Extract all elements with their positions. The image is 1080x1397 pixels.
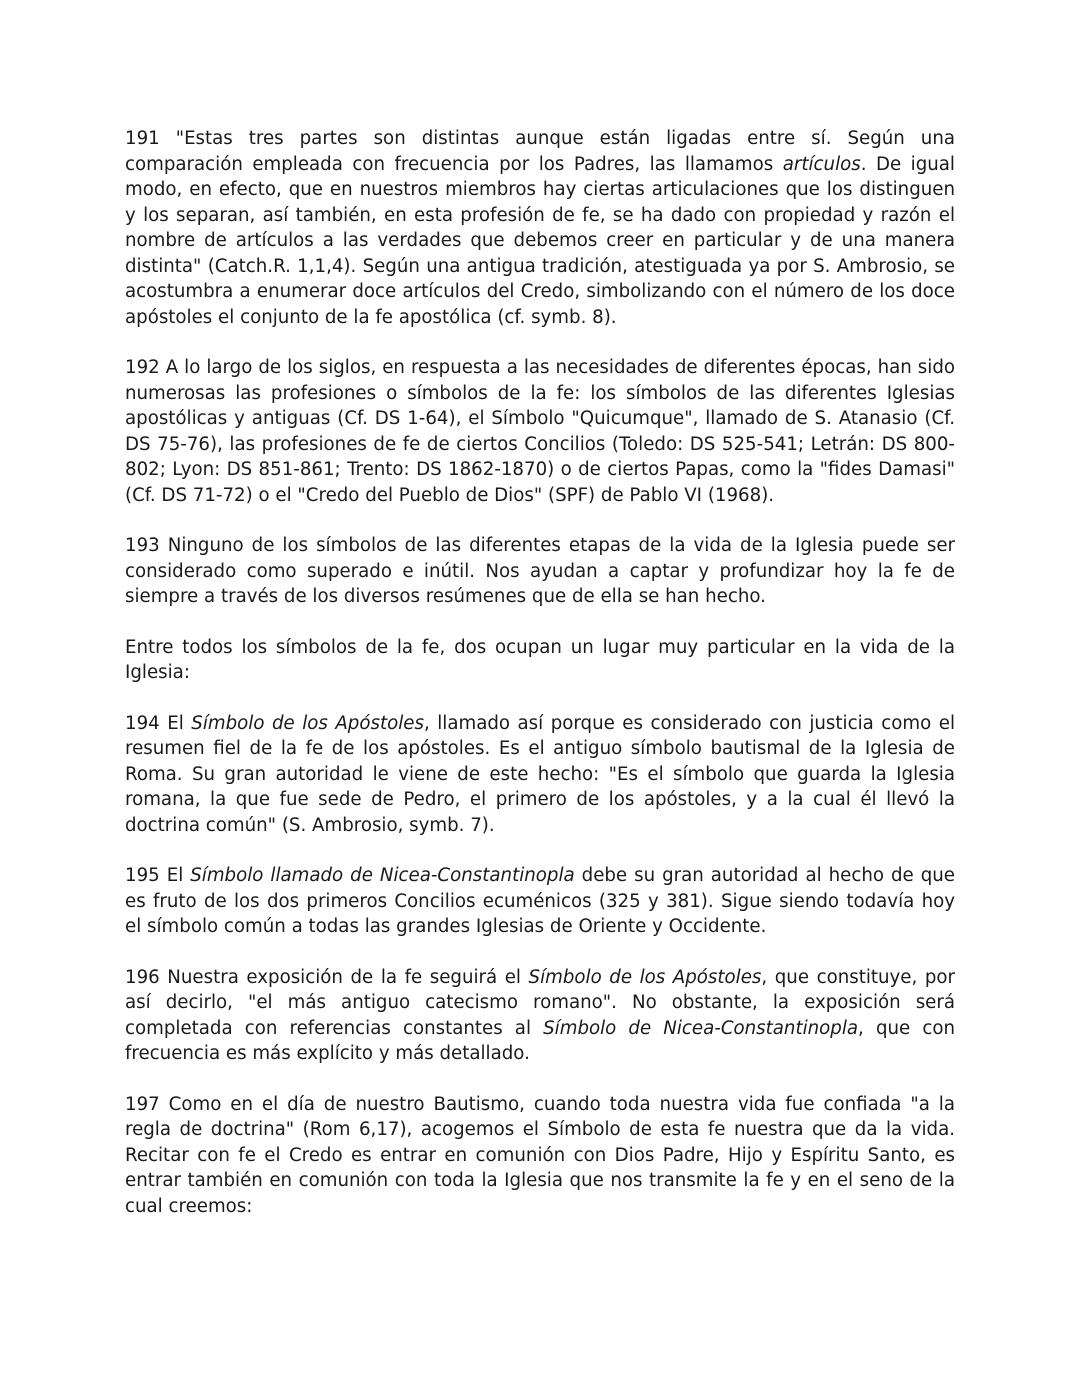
paragraph-text: 192 A lo largo de los siglos, en respuesta a las necesidades de diferentes épocas, han sido numerosas las profesiones o símbolos de la fe: los símbolos de las diferentes Iglesias apostólicas y antiguas (Cf. DS 1-64), el Símbolo "Quicumque", llamado de S. Atanasio (Cf. DS 75-76), las profesiones de fe de ciertos Concilios (Toledo: DS 525-541; Letrán: DS 800-802; Lyon: DS 851-861; Trento: DS 1862-1870) o de ciertos Papas, como la "fides Damasi" (Cf. DS 71-72) o el "Credo del Pueblo de Dios" (SPF) de Pablo VI (1968). <box>125 357 955 506</box>
paragraph-text: , que constituye, por así decirlo, "el más antiguo catecismo romano". No obstante, la exposición será completada con referencias constantes al <box>125 966 955 1039</box>
paragraph-196 <box>125 965 955 1067</box>
paragraph-italic-text: Símbolo de los Apóstoles <box>528 966 762 988</box>
paragraph-text: 197 Como en el día de nuestro Bautismo, cuando toda nuestra vida fue confiada "a la regla de doctrina" (Rom 6,17), acogemos el Símbolo de esta fe nuestra que da la vida. Recitar con fe el Credo es entrar en comunión con Dios Padre, Hijo y Espíritu Santo, es entrar también en comunión con toda la Iglesia que nos transmite la fe y en el seno de la cual creemos: <box>125 1093 955 1217</box>
paragraph-194 <box>125 711 955 839</box>
paragraph-italic-text: Símbolo de Nicea-Constantinopla <box>543 1017 859 1039</box>
paragraph-text: Entre todos los símbolos de la fe, dos ocupan un lugar muy particular en la vida de la Iglesia: <box>125 636 955 683</box>
paragraph-text: 191 "Estas tres partes son distintas aunque están ligadas entre sí. Según una comparación empleada con frecuencia por los Padres, las llamamos <box>125 128 955 175</box>
paragraph-text: , que con frecuencia es más explícito y más detallado. <box>125 1017 955 1064</box>
paragraph-195 <box>125 863 955 940</box>
paragraph-197 <box>125 1092 955 1220</box>
paragraph-text: 193 Ninguno de los símbolos de las diferentes etapas de la vida de la Iglesia puede ser considerado como superado e inútil. Nos ayudan a captar y profundizar hoy la fe de siempre a través de los diversos resúmenes que de ella se han hecho. <box>125 535 955 607</box>
paragraph-191 <box>125 126 955 330</box>
paragraph-192 <box>125 355 955 508</box>
paragraph-text: 194 El <box>125 712 192 734</box>
document-page <box>125 126 955 1244</box>
paragraph-text: 196 Nuestra exposición de la fe seguirá el <box>125 966 529 988</box>
paragraph-text: , llamado así porque es considerado con justicia como el resumen fiel de la fe de los apóstoles. Es el antiguo símbolo bautismal de la Iglesia de Roma. Su gran autoridad le viene de este hecho: "Es el símbolo que guarda la Iglesia romana, la que fue sede de Pedro, el primero de los apóstoles, y a la cual él llevó la doctrina común" (S. Ambrosio, symb. 7). <box>125 712 956 836</box>
paragraph-intro-symbols <box>125 635 955 686</box>
paragraph-italic-text: artículos <box>782 153 861 175</box>
paragraph-text: . De igual modo, en efecto, que en nuestros miembros hay ciertas articulaciones que los distinguen y los separan, así también, en esta profesión de fe, se ha dado con propiedad y razón el nombre de artículos a las verdades que debemos creer en particular y de una manera distinta" (Catch.R. 1,1,4). Según una antigua tradición, atestiguada ya por S. Ambrosio, se acostumbra a enumerar doce artículos del Credo, simbolizando con el número de los doce apóstoles el conjunto de la fe apostólica (cf. symb. 8). <box>125 153 955 328</box>
paragraph-text: debe su gran autoridad al hecho de que es fruto de los dos primeros Concilios ecuménicos (325 y 381). Sigue siendo todavía hoy el símbolo común a todas las grandes Iglesias de Oriente y Occidente. <box>125 865 955 937</box>
paragraph-text: 195 El <box>125 865 191 886</box>
paragraph-italic-text: Símbolo llamado de Nicea-Constantinopla <box>190 865 575 886</box>
paragraph-italic-text: Símbolo de los Apóstoles <box>191 712 424 734</box>
paragraph-193 <box>125 533 955 610</box>
